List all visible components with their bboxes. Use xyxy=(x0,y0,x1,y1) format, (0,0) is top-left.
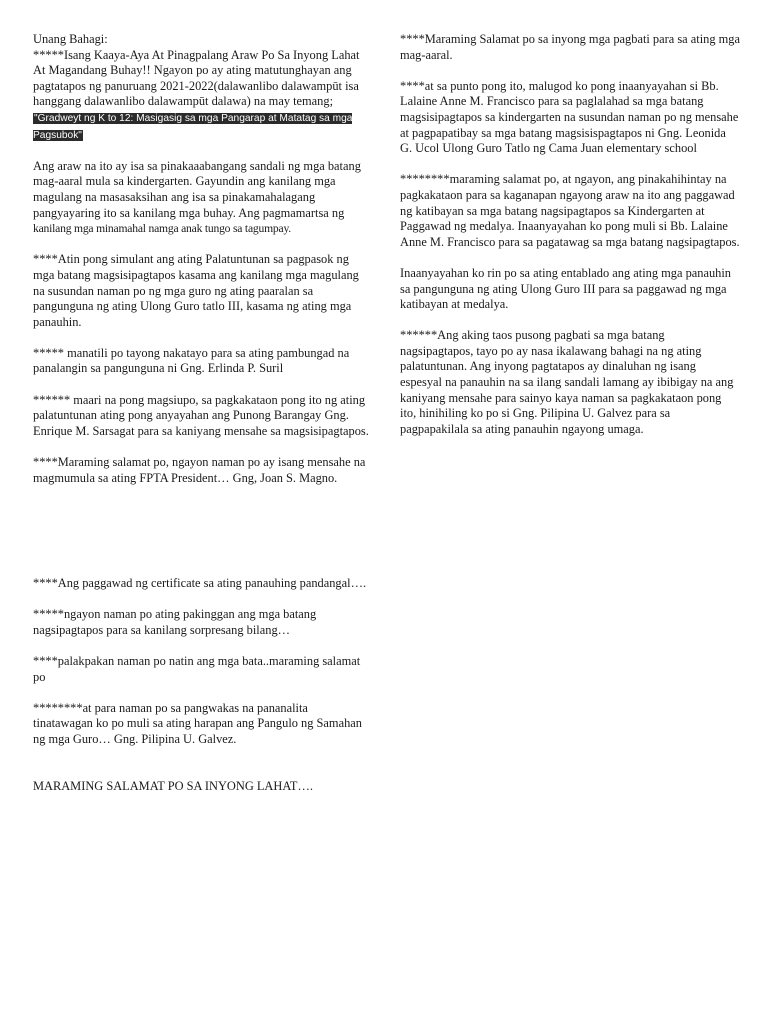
occasion-text-tail: kanilang mga minamahal namga anak tungo sa tagumpay. xyxy=(33,222,291,236)
opening-text: *****Isang Kaaya-Aya At Pinagpalang Araw Po Sa Inyong Lahat At Magandang Buhay!! Ngayon po ay ating matutunghayan ang pagtatapos ng panuruang 2021-2022(dalawanlibo dalawampūt isa hanggang dalawanlibo dalawampūt dalawa) na may temang; xyxy=(33,47,360,109)
right-column xyxy=(400,32,740,453)
paragraph-guests-invite: Inaanyayahan ko rin po sa ating entablado ang ating mga panauhin sa pangunguna ng ating Ulong Guro III para sa paggawad ng mga katibayan at medalya. xyxy=(400,265,731,312)
occasion-text: Ang araw na ito ay isa sa pinakaaabangang sandali ng mga batang mag-aaral mula sa kindergarten. Gayundin ang kanilang mga magulang na masasaksihan ang isa sa pinakamahalagang pangyayaring ito sa kanilang mga buhay. Ang pagmamartsa ng xyxy=(33,158,361,220)
highlighted-theme: "Gradweyt ng K to 12: Masigasig sa mga Pangarap at Matatag sa mga Pagsubok" xyxy=(33,112,353,141)
left-column-bottom xyxy=(33,576,369,810)
left-column-top xyxy=(33,32,369,502)
paragraph-awarding: ********maraming salamat po, at ngayon, ang pinakahihintay na pagkakataon para sa kaganapan ngayong araw na ito ang paggawad ng katibayan sa mga batang nagsipagtapos sa Kindergarten at Paggawad ng medalya. Inaanyayahan ko pong muli si Bb. Lalaine Anne M. Francisco para sa pagatawag sa mga batang nagsipagtapos. xyxy=(400,172,740,249)
opening-paragraph xyxy=(33,32,369,143)
paragraph-barangay-message: ****** maari na pong magsiupo, sa pagkakataon pong ito ng ating palatuntunan ating pong anyayahan ang Punong Barangay Gng. Enrique M. Sarsagat para sa kaniyang mensahe sa magsisipagtapos. xyxy=(33,392,369,438)
paragraph-surprise-number: *****ngayon naman po ating pakinggan ang mga batang nagsipagtapos para sa kanilang sorpresang bilang… xyxy=(33,607,317,637)
section-heading: Unang Bahagi: xyxy=(33,32,108,46)
paragraph-occasion xyxy=(33,159,369,237)
paragraph-certificate: ****Ang paggawad ng certificate sa ating panauhing pandangal…. xyxy=(33,576,367,590)
paragraph-closing-remarks: ********at para naman po sa pangwakas na pananalita tinatawagan ko po muli sa ating harapan ang Pangulo ng Samahan ng mga Guro… Gng. Pilipina U. Galvez. xyxy=(33,700,362,746)
paragraph-second-part: ******Ang aking taos pusong pagbati sa mga batang nagsipagtapos, tayo po ay nasa ikalawang bahagi na ng ating palatuntunan. Ang inyong pagtatapos ay dinaluhan ng isang espesyal na panauhin na sa ilang sandali lamang ay ibibigay na ang kaniyang mensahe para sainyo kaya naman sa pagkakataon pong ito, hinihiling ko po si Gng. Pilipina U. Galvez para sa pagpapakilala sa ating panauhin ngayong umaga. xyxy=(400,328,734,436)
paragraph-processional: ****Atin pong simulant ang ating Palatuntunan sa pagpasok ng mga batang magsisipagtapos kasama ang kanilang mga magulang na susundan naman po ng mga guro ng ating paaralan sa pangunguna ng ating Ulong Guro tatlo III, kasama ng ating mga panauhin. xyxy=(33,252,359,329)
paragraph-invocation: ***** manatili po tayong nakatayo para sa ating pambungad na panalangin sa pangunguna ni Gng. Erlinda P. Suril xyxy=(33,345,350,376)
paragraph-fpta-message: ****Maraming salamat po, ngayon naman po ay isang mensahe na magmumula sa ating FPTA President… Gng, Joan S. Magno. xyxy=(33,455,366,485)
paragraph-final-thanks: MARAMING SALAMAT PO SA INYONG LAHAT…. xyxy=(33,778,313,793)
paragraph-thanks: ****Maraming Salamat po sa inyong mga pagbati para sa ating mga mag-aaral. xyxy=(400,32,740,62)
paragraph-applause: ****palakpakan naman po natin ang mga bata..maraming salamat po xyxy=(33,653,361,684)
paragraph-presentation: ****at sa punto pong ito, malugod ko pong inaanyayahan si Bb. Lalaine Anne M. Francisco para sa paglalahad sa mga batang magsisipagtapos sa kindergarten na susundan naman po ng mensahe at pagpapatibay sa mga batang magsisispagtapos ni Gng. Leonida G. Ucol Ulong Guro Tatlo ng Cama Juan elementary school xyxy=(400,78,739,156)
